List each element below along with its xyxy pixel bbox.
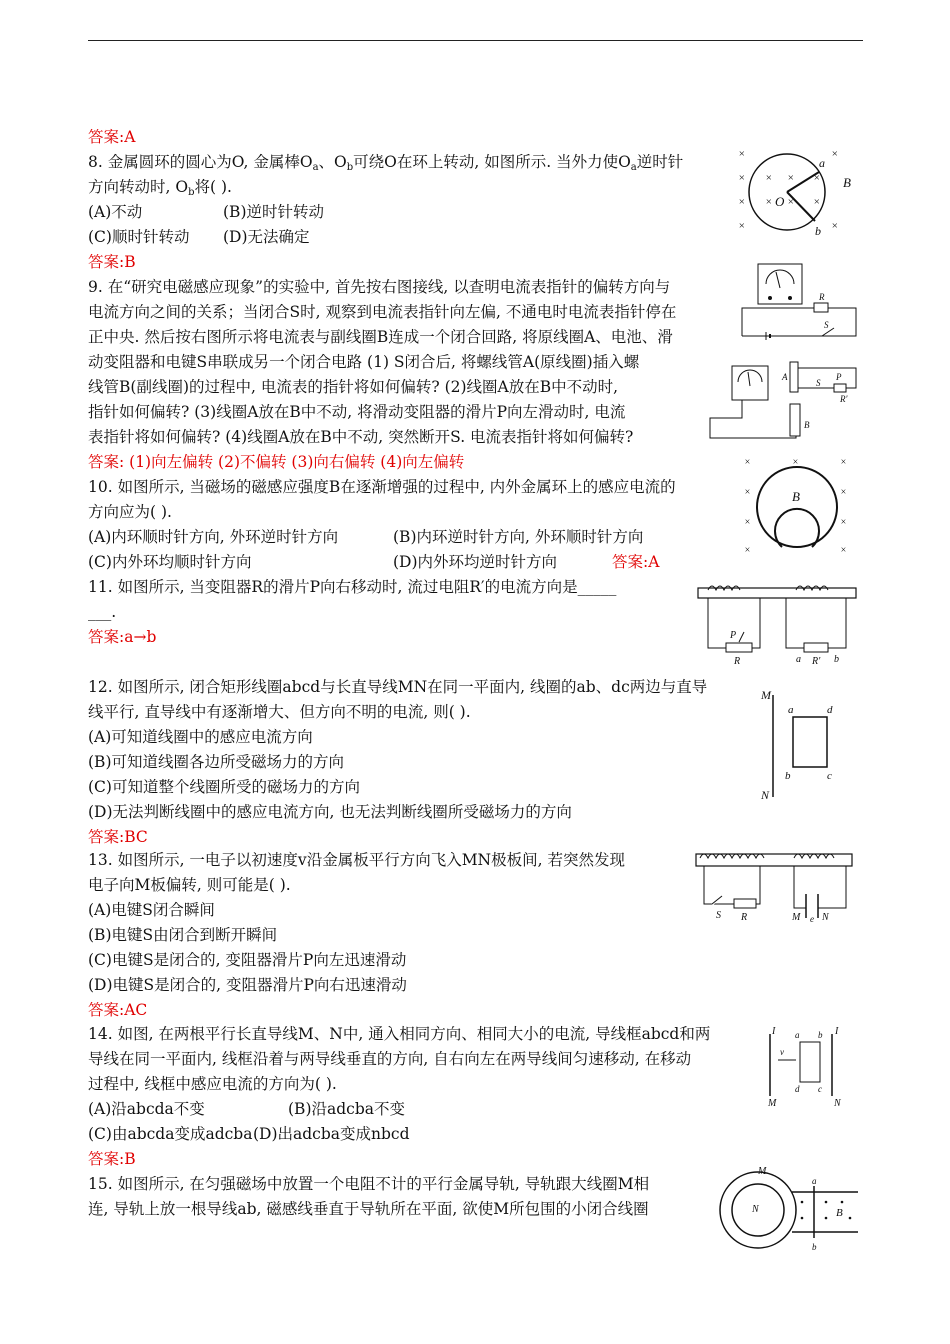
q9-line2: 电流方向之间的关系；当闭合S时, 观察到电流表指针向左偏, 不通电时电流表指针停在 [88, 303, 677, 321]
x-mark: × [738, 148, 746, 160]
q10-line1: 10. 如图所示, 当磁场的磁感应强度B在逐渐增强的过程中, 内外金属环上的感应电流的 [88, 478, 676, 496]
answer-11: 答案:a→b [88, 628, 157, 646]
q14-two-wires-figure [760, 1020, 852, 1110]
q9-line6: 指针如何偏转? (3)线圈A放在B中不动, 将滑动变阻器的滑片P向左滑动时, 电流 [88, 403, 626, 421]
coil-a [790, 362, 798, 392]
q8-option-b: (B)逆时针转动 [223, 203, 324, 221]
x-mark: × [840, 545, 847, 556]
label-d: d [795, 1084, 800, 1094]
q14-option-b: (B)沿adcba不变 [288, 1100, 405, 1118]
q8-option-a: (A)不动 [88, 203, 143, 221]
label-r: R [819, 292, 825, 302]
label-b: b [818, 1030, 823, 1040]
q13-option-c: (C)电键S是闭合的, 变阻器滑片P向左迅速滑动 [88, 951, 407, 969]
label-s: S [824, 320, 829, 330]
q12-option-d: (D)无法判断线圈中的感应电流方向, 也无法判断线圈所受磁场力的方向 [88, 803, 572, 821]
q13-option-a: (A)电键S闭合瞬间 [88, 901, 215, 919]
x-mark: × [744, 487, 751, 498]
q10-option-a: (A)内环顺时针方向, 外环逆时针方向 [88, 528, 339, 546]
q14-option-c: (C)由abcda变成adcba [88, 1125, 253, 1143]
q9-line5: 线管B(副线圈)的过程中, 电流表的指针将如何偏转? (2)线圈A放在B中不动时, [88, 378, 619, 396]
x-mark: × [738, 172, 746, 184]
q8-line2: 方向转动时, $O_b$将( ). [88, 178, 232, 198]
label-b: B [792, 489, 800, 504]
x-mark: × [813, 172, 821, 184]
q11-line1: 11. 如图所示, 当变阻器R的滑片P向右移动时, 流过电阻R′的电流方向是_____ [88, 578, 617, 596]
q8-option-d: (D)无法确定 [223, 228, 310, 246]
q14-line2: 导线在同一平面内, 线框沿着与两导线垂直的方向, 自右向左在两导线间匀速移动, 在移动 [88, 1050, 692, 1068]
x-mark: × [787, 196, 795, 208]
q8-ring-figure [735, 145, 855, 240]
x-mark: × [765, 172, 773, 184]
q9-circuit-figure-2 [706, 358, 860, 442]
q13-line1: 13. 如图所示, 一电子以初速度v沿金属板平行方向飞入MN极板间, 若突然发现 [88, 851, 625, 869]
q8-option-c: (C)顺时针转动 [88, 228, 190, 246]
q14-option-d: (D)出adcba变成nbcd [253, 1125, 410, 1143]
header-rule [88, 40, 863, 41]
label-c: c [818, 1084, 822, 1094]
q12-line2: 线平行, 直导线中有逐渐增大、但方向不明的电流, 则( ). [88, 703, 471, 721]
answer-14: 答案:B [88, 1150, 136, 1168]
q9-line1: 9. 在“研究电磁感应现象”的实验中, 首先按右图接线, 以查明电流表指针的偏转方向与 [88, 278, 671, 296]
q12-line1: 12. 如图所示, 闭合矩形线圈abcd与长直导线MN在同一平面内, 线圈的ab、dc两边与直导 [88, 678, 708, 696]
x-mark: × [831, 148, 839, 160]
label-n: N [822, 912, 829, 922]
answer-12: 答案:BC [88, 828, 148, 846]
q14-option-a: (A)沿abcda不变 [88, 1100, 205, 1118]
answer-7: 答案:A [88, 128, 136, 146]
x-mark: × [813, 196, 821, 208]
label-field-b: B [843, 175, 851, 190]
label-o: O [775, 194, 785, 209]
iron-core [698, 588, 856, 598]
q10-rings-figure [742, 455, 852, 557]
x-mark: × [744, 457, 751, 468]
answer-10: 答案:A [612, 553, 660, 571]
label-n: N [834, 1098, 841, 1109]
q12-wire-loop-figure [755, 685, 845, 803]
q15-line1: 15. 如图所示, 在匀强磁场中放置一个电阻不计的平行金属导轨, 导轨跟大线圈M相 [88, 1175, 650, 1193]
q9-circuit-figure-1 [736, 262, 860, 342]
label-b: b [785, 770, 791, 782]
q10-option-b: (B)内环逆时针方向, 外环顺时针方向 [393, 528, 644, 546]
q15-rail-figure [712, 1162, 860, 1254]
label-d: d [827, 704, 833, 716]
label-a: a [788, 704, 794, 716]
x-mark: × [744, 517, 751, 528]
q8-line1: 8. 金属圆环的圆心为O, 金属棒$O_a$、$O_b$可绕O在环上转动, 如图所示. 当外力使$O_a$逆时针 [88, 153, 684, 173]
x-mark: × [765, 196, 773, 208]
q13-line2: 电子向M板偏转, 则可能是( ). [88, 876, 291, 894]
x-mark: × [744, 545, 751, 556]
coil-b [790, 404, 800, 436]
frame-abcd [800, 1042, 820, 1082]
label-a: a [796, 654, 801, 665]
q10-option-c: (C)内外环均顺时针方向 [88, 553, 252, 571]
answer-13: 答案:AC [88, 1001, 148, 1019]
x-mark: × [792, 457, 799, 468]
label-p: P [836, 372, 842, 382]
q12-option-b: (B)可知道线圈各边所受磁场力的方向 [88, 753, 344, 771]
q14-line1: 14. 如图, 在两根平行长直导线M、N中, 通入相同方向、相同大小的电流, 导线框abcd和两 [88, 1025, 711, 1043]
loop-abcd [793, 717, 827, 767]
q11-circuit-figure [696, 580, 858, 668]
q12-option-c: (C)可知道整个线圈所受的磁场力的方向 [88, 778, 360, 796]
label-p: P [730, 630, 737, 641]
x-mark: × [738, 220, 746, 232]
iron-core [696, 854, 852, 866]
label-m: M [768, 1098, 777, 1109]
label-i: I [772, 1026, 776, 1037]
q13-option-b: (B)电键S由闭合到断开瞬间 [88, 926, 278, 944]
label-n: N [761, 788, 770, 802]
label-r-prime: R' [840, 394, 848, 404]
label-s: S [816, 378, 821, 388]
q9-line3: 正中央. 然后按右图所示将电流表与副线圈B连成一个闭合回路, 将原线圈A、电池、滑 [88, 328, 673, 346]
label-b: b [812, 1242, 817, 1252]
label-b: b [815, 224, 821, 238]
x-mark: × [738, 196, 746, 208]
q12-option-a: (A)可知道线圈中的感应电流方向 [88, 728, 313, 746]
label-s: S [716, 910, 721, 921]
x-mark: × [787, 172, 795, 184]
answer-8: 答案:B [88, 253, 136, 271]
label-e: e [810, 914, 814, 922]
q10-line2: 方向应为( ). [88, 503, 172, 521]
q10-option-d: (D)内外环均逆时针方向 [393, 553, 558, 571]
label-m: M [758, 1166, 767, 1177]
label-a: a [819, 156, 825, 170]
x-mark: × [840, 487, 847, 498]
outer-ring [757, 467, 837, 547]
label-r: R [734, 656, 741, 667]
label-v: v [780, 1047, 784, 1057]
label-n: N [752, 1204, 759, 1215]
q13-circuit-figure [694, 850, 856, 922]
label-m: M [792, 912, 801, 922]
label-b-field: B [836, 1207, 843, 1219]
label-i: I [835, 1026, 839, 1037]
x-mark: × [840, 457, 847, 468]
label-r-prime: R' [812, 656, 821, 667]
q13-option-d: (D)电键S是闭合的, 变阻器滑片P向右迅速滑动 [88, 976, 407, 994]
label-m: M [761, 688, 771, 702]
x-mark: × [840, 517, 847, 528]
q11-line2: ___. [88, 603, 117, 621]
x-mark: × [831, 220, 839, 232]
answer-9: 答案: (1)向左偏转 (2)不偏转 (3)向右偏转 (4)向左偏转 [88, 453, 465, 471]
label-a: a [812, 1176, 817, 1186]
label-r: R [741, 912, 748, 922]
label-a: A [782, 372, 788, 382]
label-b: B [804, 420, 810, 430]
q15-line2: 连, 导轨上放一根导线ab, 磁感线垂直于导轨所在平面, 欲使M所包围的小闭合线圈 [88, 1200, 649, 1218]
q9-line7: 表指针将如何偏转? (4)线圈A放在B中不动, 突然断开S. 电流表指针将如何偏转? [88, 428, 634, 446]
label-b: b [834, 654, 839, 665]
label-a: a [795, 1030, 800, 1040]
q14-line3: 过程中, 线框中感应电流的方向为( ). [88, 1075, 337, 1093]
inner-ring [775, 509, 819, 547]
label-c: c [827, 770, 832, 782]
q9-line4: 动变阻器和电键S串联成另一个闭合电路 (1) S闭合后, 将螺线管A(原线圈)插入螺 [88, 353, 640, 371]
